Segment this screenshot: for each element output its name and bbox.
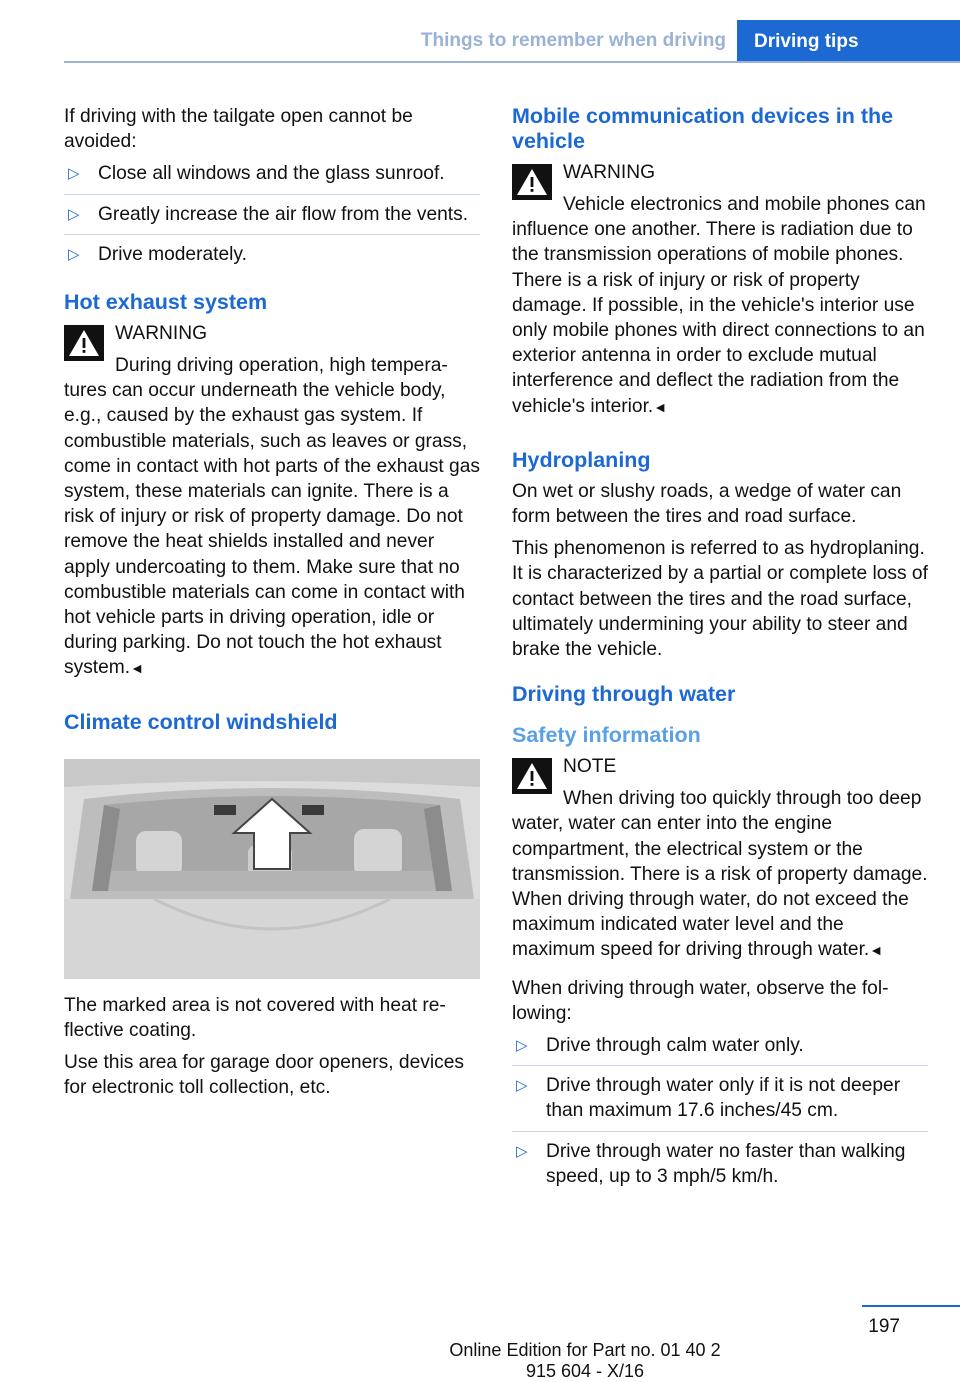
right-column (512, 104, 928, 1202)
left-column (64, 104, 480, 1107)
warning-label: WARNING (563, 162, 656, 183)
list-item: ▷ Drive through water only if it is not deeper than maximum 17.6 inches/45 cm. (512, 1066, 928, 1131)
tailgate-intro: If driving with the tailgate open cannot be avoided: (64, 106, 413, 153)
list-item: ▷ Greatly increase the air flow from the vents. (64, 195, 480, 235)
mobile-devices-warning-text: Vehicle electronics and mobile phones can influence one another. There is radiation due to the transmission operations of mobile phones. There is a risk of injury or risk of property damage. If possible, in the vehicle's interior use only mobile phones with direct connections to an exterior antenna in order to exclude mutual interference and deflect the radiation from the vehicle's interior. (512, 194, 926, 417)
windshield-caption-1: The marked area is not covered with heat reflective coating. (64, 994, 446, 1041)
tailgate-bullet-list (64, 161, 480, 274)
windshield-illustration (64, 759, 480, 979)
footer-edition: Online Edition for Part no. 01 40 2 915 604 - X/16 (449, 1340, 721, 1381)
triangle-right-icon: ▷ (68, 165, 80, 183)
hydroplaning-paragraph-1: On wet or slushy roads, a wedge of water can form between the tires and road surface. (512, 480, 902, 528)
hot-exhaust-warning (64, 321, 480, 682)
hydroplaning-paragraph-2: This phenomenon is referred to as hydroplaning. It is characterized by a partial or complete loss of contact between the tires and the road surface, ultimately undermining your ability to steer and brake the vehicle. (512, 538, 928, 661)
hot-exhaust-warning-text: During driving operation, high temperatures can occur underneath the vehicle body, e.g., caused by the exhaust gas system. If combustible materials, such as leaves or grass, come in contact with hot parts of the exhaust gas system, these materials can ignite. There is a risk of injury or risk of property damage. Do not remove the heat shields installed and never apply undercoating to them. Make sure that no combustible materials can come in contact with hot vehicle parts in driving operation, idle or during parking. Do not touch the hot exhaust system. (64, 355, 480, 679)
mobile-devices-warning (512, 160, 928, 420)
end-mark: ◄ (869, 942, 884, 959)
list-item: ▷ Drive moderately. (64, 235, 480, 274)
water-observe-intro: When driving through water, observe the following: (512, 977, 889, 1024)
triangle-right-icon: ▷ (68, 205, 80, 223)
triangle-right-icon: ▷ (516, 1077, 528, 1095)
water-note (512, 754, 928, 963)
windshield-caption-2: Use this area for garage door openers, devices for electronic toll collection, etc. (64, 1052, 464, 1099)
triangle-right-icon: ▷ (516, 1142, 528, 1160)
triangle-right-icon: ▷ (68, 245, 80, 263)
note-label: NOTE (563, 756, 617, 778)
warning-triangle-icon (512, 758, 552, 794)
climate-windshield-heading: Climate control windshield (64, 709, 338, 734)
warning-triangle-icon (512, 164, 552, 200)
list-item: ▷ Drive through calm water only. (512, 1033, 928, 1066)
water-bullet-list (512, 1033, 928, 1196)
safety-information-heading: Safety information (512, 723, 701, 748)
header-section-title: Things to remember when driving (420, 30, 726, 51)
water-note-text: When driving too quickly through too deep water, water can enter into the engine compartment, the electrical system or the transmission. There is a risk of property damage. When driving through water, do not exceed the maximum indicated water level and the maximum speed for driving through water. (512, 788, 928, 961)
header-chapter-tab: Driving tips (737, 20, 960, 63)
warning-label: WARNING (115, 323, 208, 345)
mobile-devices-heading: Mobile communication devices in the vehicle (512, 104, 894, 153)
hot-exhaust-heading: Hot exhaust system (64, 290, 268, 315)
list-item: ▷ Drive through water no faster than walking speed, up to 3 mph/5 km/h. (516, 1140, 906, 1187)
end-mark: ◄ (653, 398, 668, 415)
footer-rule (862, 1305, 960, 1307)
page-number: 197 (868, 1316, 900, 1337)
hydroplaning-heading: Hydroplaning (512, 447, 651, 472)
driving-through-water-heading: Driving through water (512, 682, 736, 707)
end-mark: ◄ (130, 660, 144, 677)
list-item: ▷ Close all windows and the glass sunroof. (64, 161, 480, 194)
triangle-right-icon: ▷ (516, 1037, 528, 1055)
header-rule (64, 61, 960, 63)
warning-triangle-icon (64, 325, 104, 361)
